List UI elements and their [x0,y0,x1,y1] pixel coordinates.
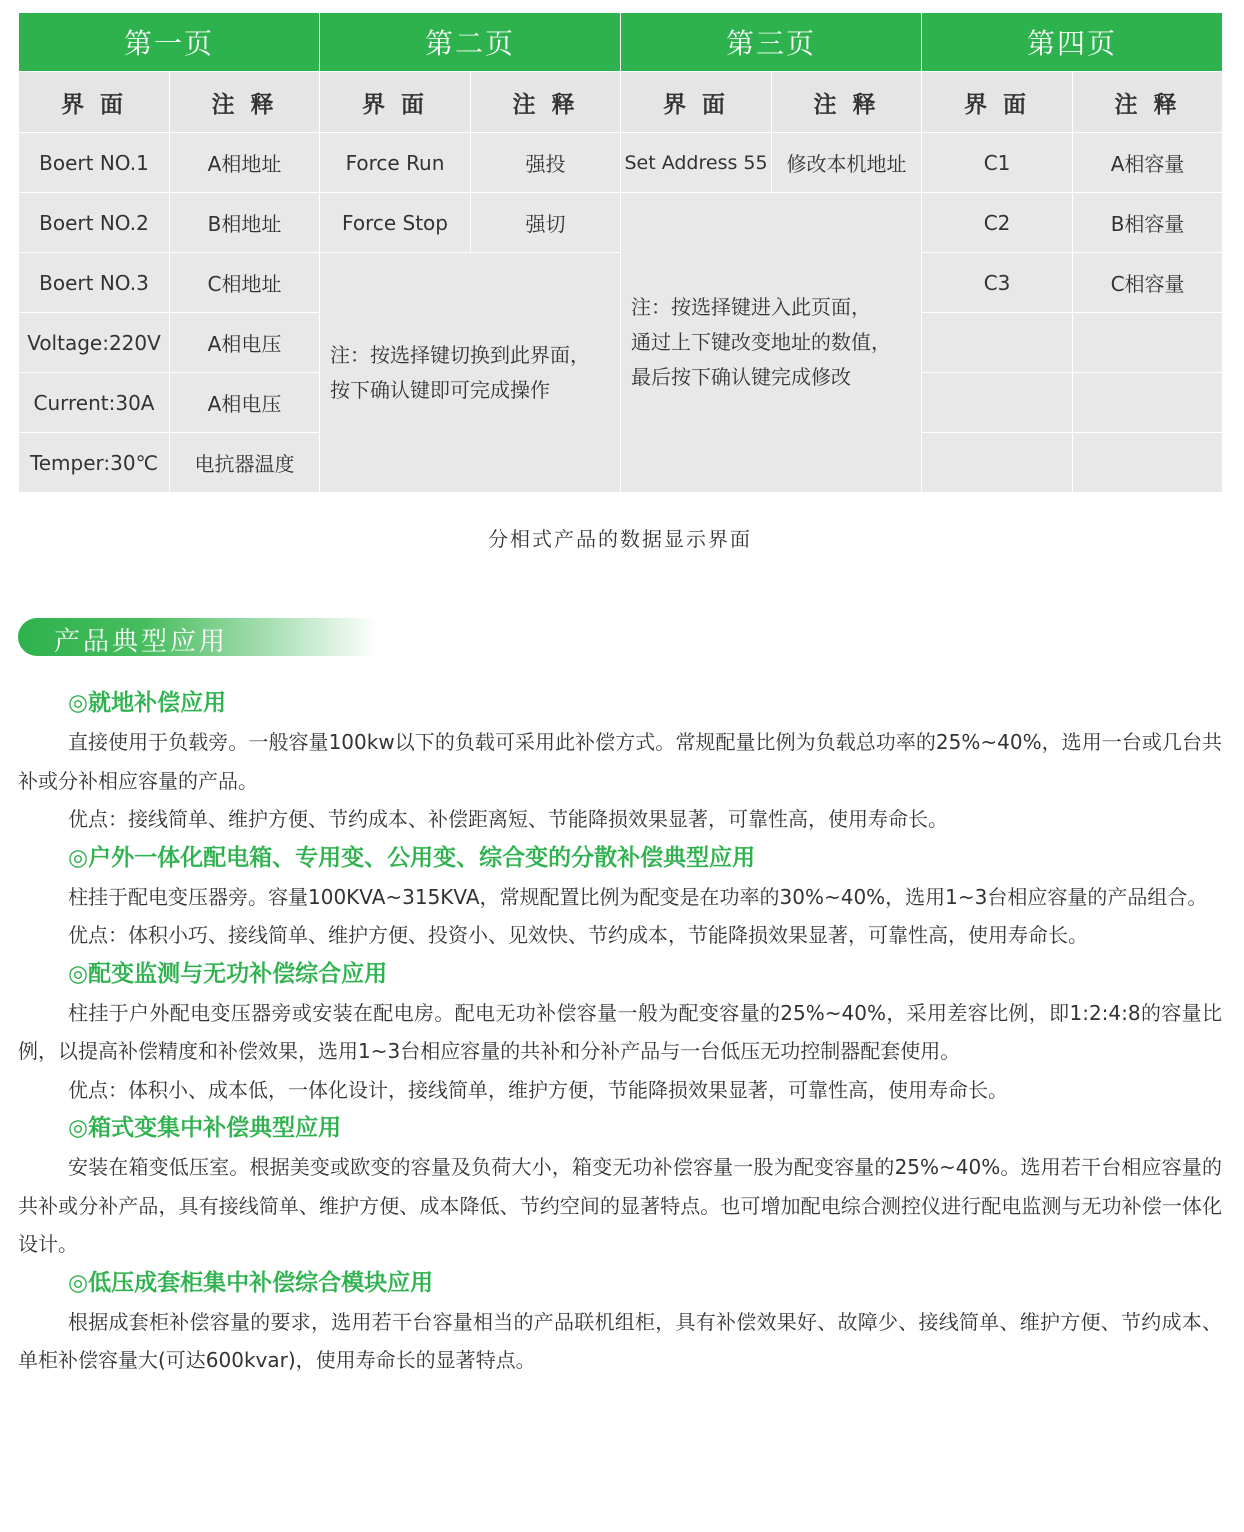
cell [1073,373,1223,433]
paragraph: 优点：接线简单、维护方便、节约成本、补偿距离短、节能降损效果显著，可靠性高，使用寿命长。 [68,807,948,831]
section-1 [18,684,1222,839]
col-ui: 界 面 [922,72,1073,133]
cell: B相容量 [1073,193,1223,253]
paragraph: 优点：体积小、成本低，一体化设计，接线简单，维护方便，节能降损效果显著，可靠性高，使用寿命长。 [68,1077,1008,1102]
cell: C3 [922,253,1073,313]
cell: C相地址 [170,253,320,313]
display-table [18,12,1223,493]
paragraph: 优点：体积小巧、接线简单、维护方便、投资小、见效快、节约成本，节能降损效果显著，可靠性高，使用寿命长。 [68,923,1088,947]
page-header-3: 第三页 [621,13,922,72]
page2-note [320,253,621,493]
col-note: 注 释 [170,72,320,133]
section-2 [18,839,1222,955]
table-caption: 分相式产品的数据显示界面 [488,527,752,551]
cell: C2 [922,193,1073,253]
cell: Force Stop [320,193,471,253]
cell: A相地址 [170,133,320,193]
cell: Voltage:220V [19,313,170,373]
cell: 修改本机地址 [772,133,922,193]
cell: Temper:30℃ [19,433,170,493]
note-line: 通过上下键改变地址的数值， [631,330,892,354]
paragraph: 根据成套柜补偿容量的要求，选用若干台容量相当的产品联机组柜，具有补偿效果好、故障少、接线简单、维护方便、节约成本、单柜补偿容量大(可达600kvar)，使用寿命长的显著特点。 [18,1309,1222,1372]
cell: 电抗器温度 [170,433,320,493]
table-row [19,193,1223,253]
col-note: 注 释 [1073,72,1223,133]
cell: C1 [922,133,1073,193]
section-3 [18,955,1222,1110]
cell: Set Address 55 [621,133,772,193]
applications-content [18,684,1222,1380]
page-header-2: 第二页 [320,13,621,72]
cell: Boert NO.2 [19,193,170,253]
note-line: 最后按下确认键完成修改 [631,365,852,389]
section-title: ◎箱式变集中补偿典型应用 [68,1115,342,1141]
section-title: ◎低压成套柜集中补偿综合模块应用 [68,1269,434,1296]
table-row [19,133,1223,193]
col-note: 注 释 [772,72,922,133]
cell: Force Run [320,133,471,193]
note-line: 注：按选择键进入此页面， [631,295,872,319]
col-ui: 界 面 [19,72,170,133]
cell: C相容量 [1073,253,1223,313]
paragraph: 柱挂于配电变压器旁。容量100KVA~315KVA，常规配置比例为配变是在功率的30%~40%，选用1~3台相应容量的产品组合。 [68,884,1208,909]
cell: B相地址 [170,193,320,253]
cell [922,433,1073,493]
cell: Boert NO.3 [19,253,170,313]
note-line: 注：按选择键切换到此界面， [330,342,591,367]
cell [922,373,1073,433]
cell [922,313,1073,373]
cell: 强投 [471,133,621,193]
section-banner [18,618,378,656]
section-5 [18,1264,1222,1380]
cell: A相电压 [170,373,320,433]
cell: A相电压 [170,313,320,373]
section-4 [18,1109,1222,1264]
paragraph: 直接使用于负载旁。一般容量100kw以下的负载可采用此补偿方式。常规配量比例为负载总功率的25%~40%，选用一台或几台共补或分补相应容量的产品。 [18,730,1222,793]
page-header-4: 第四页 [922,13,1223,72]
section-banner-title: 产品典型应用 [54,627,229,657]
note-line: 按下确认键即可完成操作 [330,377,551,402]
cell: A相容量 [1073,133,1223,193]
col-note: 注 释 [471,72,621,133]
cell [1073,313,1223,373]
col-ui: 界 面 [320,72,471,133]
section-title: ◎配变监测与无功补偿综合应用 [68,960,388,987]
section-title: ◎户外一体化配电箱、专用变、公用变、综合变的分散补偿典型应用 [68,844,756,871]
cell: Current:30A [19,373,170,433]
section-title: ◎就地补偿应用 [68,690,227,716]
page3-note [621,193,922,493]
cell [1073,433,1223,493]
paragraph: 安装在箱变低压室。根据美变或欧变的容量及负荷大小，箱变无功补偿容量一股为配变容量的25%~40%。选用若干台相应容量的共补或分补产品，具有接线简单、维护方便、成本降低、节约空间的显著特点。也可增加配电综合测控仪进行配电监测与无功补偿一体化设计。 [18,1155,1222,1256]
cell: 强切 [471,193,621,253]
col-ui: 界 面 [621,72,772,133]
paragraph: 柱挂于户外配电变压器旁或安装在配电房。配电无功补偿容量一般为配变容量的25%~40%，采用差容比例，即1:2:4:8的容量比例，以提高补偿精度和补偿效果，选用1~3台相应容量的共补和分补产品与一台低压无功控制器配套使用。 [18,1000,1222,1063]
cell: Boert NO.1 [19,133,170,193]
page-header-1: 第一页 [19,13,320,72]
